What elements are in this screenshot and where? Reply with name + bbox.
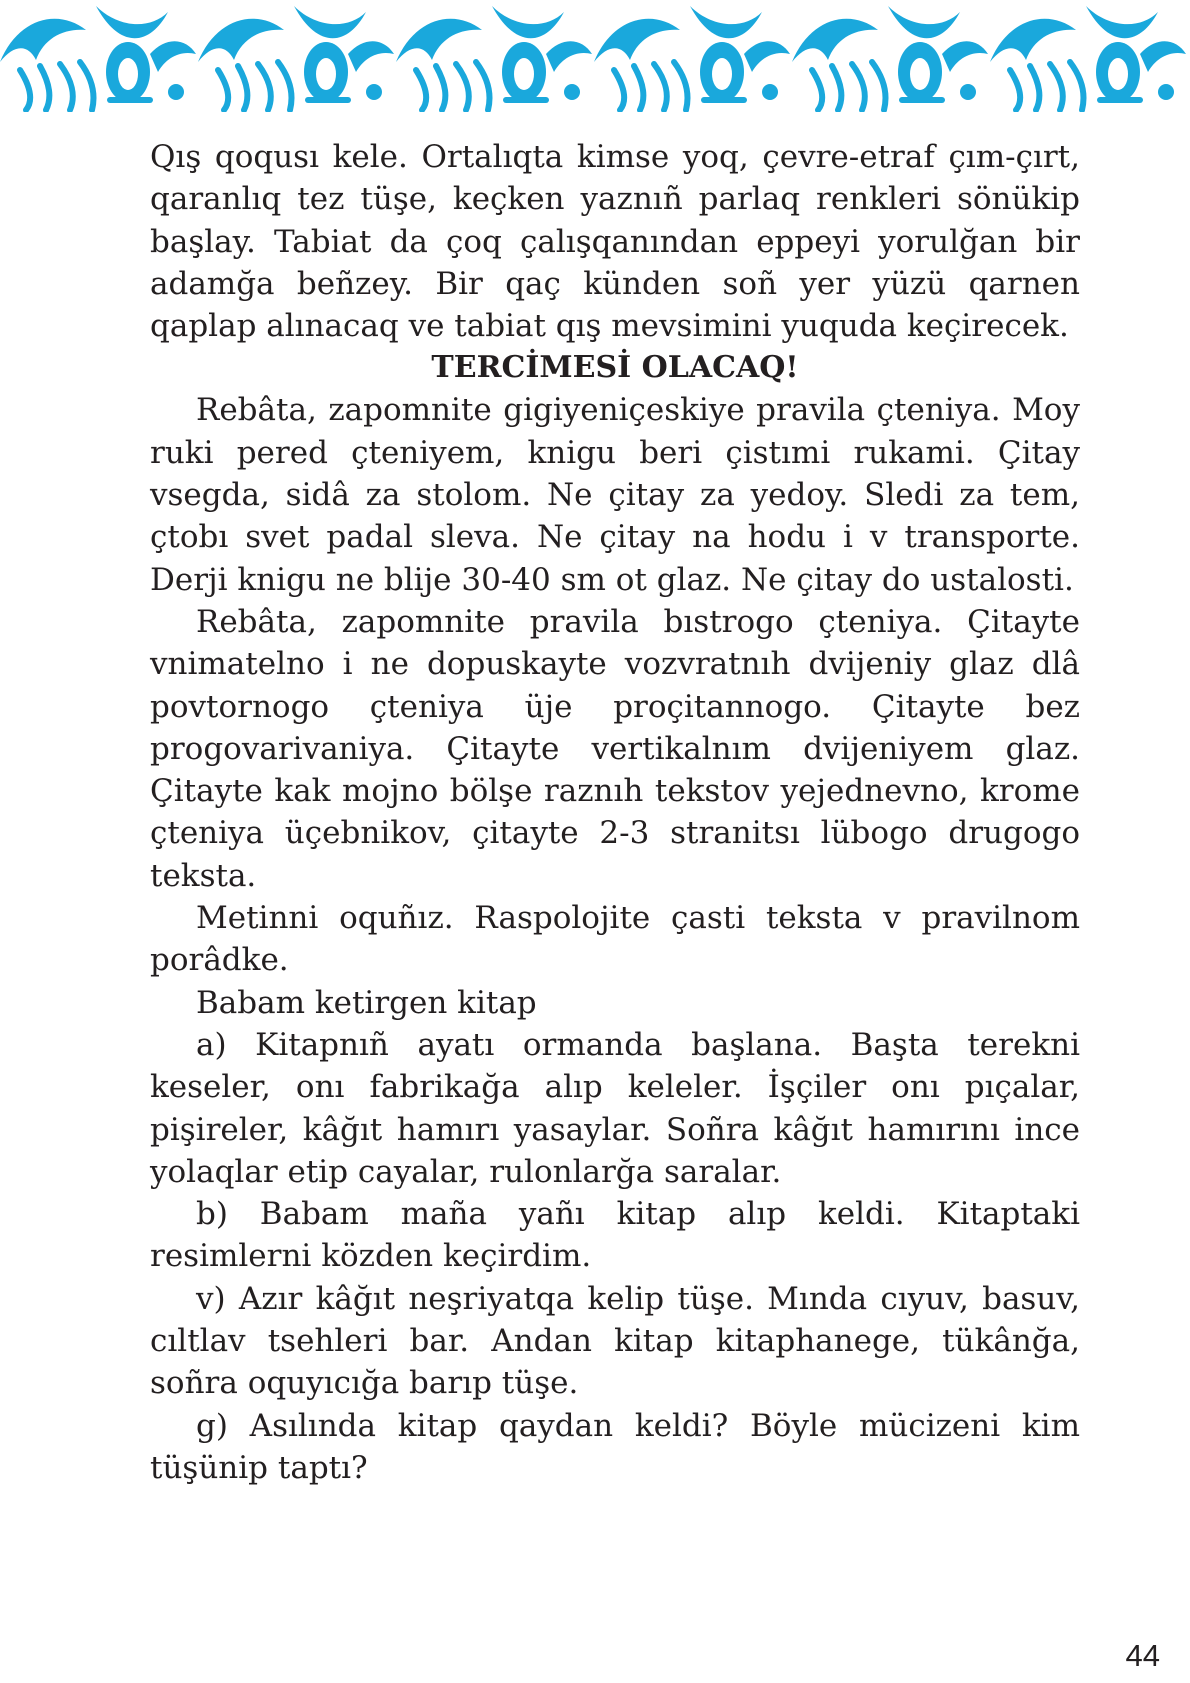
section-heading: TERCİMESİ OLACAQ! [431, 350, 799, 386]
text-part-a: a) Kitapnıñ ayatı ormanda başlana. Başta terekni keseler, onı fabrikağa alıp keleler. İşçiler onı pıçalar, pişireler, kâğıt hamırı yasaylar. Soñra kâğıt hamırını ince yolaqlar etip cayalar, rulonlarğa saralar. [150, 1026, 1080, 1190]
page-number: 44 [1125, 1638, 1160, 1673]
paragraph-task-instruction: Metinni oquñız. Raspolojite çasti teksta v pravilnom porâdke. [150, 900, 1080, 979]
text-title: Babam ketirgen kitap [196, 984, 537, 1021]
intro-paragraph: Qış qoqusı kele. Ortalıqta kimse yoq, çevre-etraf çım-çırt, qaranlıq tez tüşe, keçken yaznıñ parlaq renkleri sönükip başlay. Tabiat da çoq çalışqanından eppeyi yorulğan bir adamğa beñzey. Bir qaç künden soñ yer yüzü qarnen qaplap alınacaq ve tabiat qış mevsimini yuquda keçirecek. [150, 139, 1080, 345]
text-part-g: g) Asılında kitap qaydan keldi? Böyle mücizeni kim tüşünip taptı? [150, 1407, 1080, 1486]
page-body [150, 136, 1080, 1489]
floral-ornament-border [0, 0, 1190, 112]
paragraph-speed-reading-rules: Rebâta, zapomnite pravila bıstrogo çteniya. Çitayte vnimatelno i ne dopuskayte vozvratnıh dvijeniy glaz dlâ povtornogo çteniya üje proçitannogo. Çitayte bez progovarivaniya. Çitayte vertikalnım dvijeniyem glaz. Çitayte kak mojno bölşe raznıh tekstov yejednevno, krome çteniya üçebnikov, çitayte 2-3 stranitsı lübogo drugogo teksta. [150, 603, 1080, 894]
text-part-b: b) Babam maña yañı kitap alıp keldi. Kitaptaki resimlerni közden keçirdim. [150, 1196, 1080, 1275]
text-part-v: v) Azır kâğıt neşriyatqa kelip tüşe. Mında cıyuv, basuv, cıltlav tsehleri bar. Andan kitap kitaphanege, tükânğa, soñra oquyıcığa barıp tüşe. [150, 1280, 1080, 1402]
paragraph-hygiene-rules: Rebâta, zapomnite gigiyeniçeskiye pravila çteniya. Moy ruki pered çteniyem, knigu beri çistımi rukami. Çitay vsegda, sidâ za stolom. Ne çitay za yedoy. Sledi za tem, çtobı svet padal sleva. Ne çitay na hodu i v transporte. Derji knigu ne blije 30-40 sm ot glaz. Ne çitay do ustalosti. [150, 392, 1080, 598]
